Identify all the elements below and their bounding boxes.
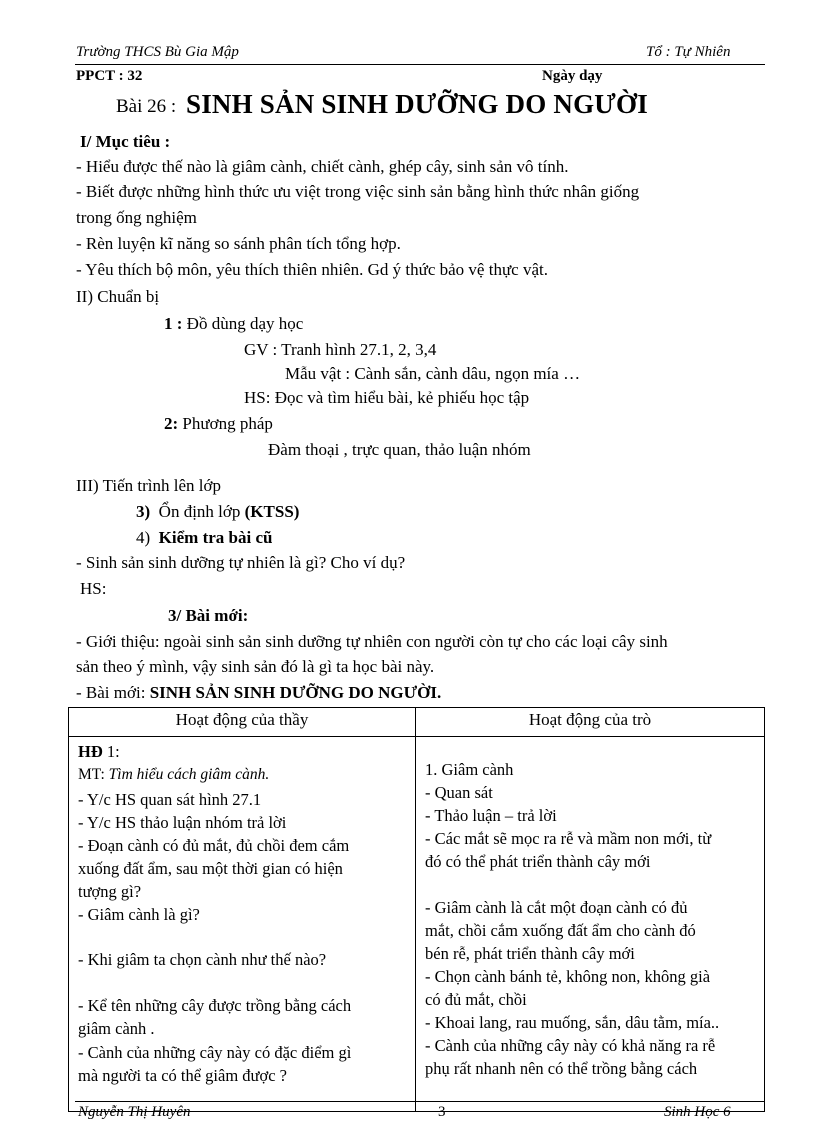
header-school: Trường THCS Bù Gia Mập	[76, 44, 239, 60]
student-line-7: mắt, chồi cắm xuống đất ẩm cho cành đó	[425, 921, 696, 940]
header-rule	[75, 64, 765, 65]
section-objectives-heading: I/ Mục tiêu :	[80, 132, 171, 151]
student-line-6: - Giâm cành là cắt một đoạn cành có đủ	[425, 898, 688, 917]
footer-author: Nguyễn Thị Huyên	[78, 1104, 191, 1120]
teacher-line-4: xuống đất ẩm, sau một thời gian có hiện	[78, 859, 343, 878]
objective-line-5: - Yêu thích bộ môn, yêu thích thiên nhiên. Gd ý thức bảo vệ thực vật.	[76, 260, 548, 279]
prep-method: Đàm thoại , trực quan, thảo luận nhóm	[268, 440, 531, 459]
student-line-9: - Chọn cành bánh tẻ, không non, không già	[425, 967, 711, 986]
new-lesson-title: - Bài mới: SINH SẢN SINH DƯỠNG DO NGƯỜI.	[76, 683, 442, 702]
process-step-3: 3) Ổn định lớp (KTSS)	[136, 502, 300, 521]
objective-line-4: - Rèn luyện kĩ năng so sánh phân tích tổng hợp.	[76, 234, 401, 253]
student-line-8: bén rễ, phát triển thành cây mới	[425, 944, 635, 963]
student-line-12: - Cành của những cây này có khả năng ra rễ	[425, 1036, 716, 1055]
prep-gv: GV : Tranh hình 27.1, 2, 3,4	[244, 340, 437, 359]
teacher-line-11: mà người ta có thể giâm được ?	[78, 1066, 287, 1085]
col-header-teacher: Hoạt động của thầy	[69, 708, 416, 737]
teacher-line-6: - Giâm cành là gì?	[78, 905, 200, 924]
student-line-1: 1. Giâm cành	[425, 760, 514, 779]
teacher-line-2: - Y/c HS thảo luận nhóm trả lời	[78, 813, 287, 832]
review-question: - Sinh sản sinh dưỡng tự nhiên là gì? Cho ví dụ?	[76, 553, 406, 572]
activity-table	[68, 707, 765, 1112]
student-line-13: phụ rất nhanh nên có thể trồng bằng cách	[425, 1059, 698, 1078]
footer-rule	[75, 1101, 765, 1102]
student-line-2: - Quan sát	[425, 783, 493, 802]
prep-sub-1: 1 : Đồ dùng dạy học	[164, 314, 304, 333]
section-preparation-heading: II) Chuẩn bị	[76, 287, 160, 306]
student-line-3: - Thảo luận – trả lời	[425, 806, 557, 825]
objective-line-2: - Biết được những hình thức ưu việt trong việc sinh sản bằng hình thức nhân giống	[76, 182, 640, 201]
teacher-cell	[70, 738, 414, 1110]
lesson-title: SINH SẢN SINH DƯỠNG DO NGƯỜI	[186, 89, 648, 119]
col-header-student: Hoạt động của trò	[416, 708, 765, 737]
teacher-hd: HĐ 1:	[78, 742, 120, 761]
teacher-line-3: - Đoạn cành có đủ mắt, đủ chồi đem cắm	[78, 836, 350, 855]
teacher-line-9: giâm cành .	[78, 1019, 155, 1038]
footer-subject: Sinh Học 6	[664, 1104, 731, 1120]
student-line-11: - Khoai lang, rau muống, sắn, dâu tằm, mía..	[425, 1013, 720, 1032]
date-label: Ngày dạy	[542, 68, 603, 84]
student-line-10: có đủ mắt, chồi	[425, 990, 527, 1009]
review-hs: HS:	[80, 579, 107, 598]
objective-line-3: trong ống nghiệm	[76, 208, 197, 227]
footer-page-number: 3	[438, 1104, 446, 1120]
prep-mau-vat: Mẫu vật : Cành sắn, cành dâu, ngọn mía …	[285, 364, 581, 383]
student-line-4: - Các mắt sẽ mọc ra rễ và mầm non mới, từ	[425, 829, 712, 848]
intro-line-2: sản theo ý mình, vậy sinh sản đó là gì ta học bài này.	[76, 657, 435, 676]
new-lesson-heading: 3/ Bài mới:	[168, 606, 249, 625]
teacher-line-7: - Khi giâm ta chọn cành như thế nào?	[78, 950, 327, 969]
teacher-mt: MT: Tìm hiểu cách giâm cành.	[78, 766, 270, 783]
lesson-number: Bài 26 :	[116, 96, 177, 117]
teacher-line-1: - Y/c HS quan sát hình 27.1	[78, 790, 262, 809]
teacher-line-10: - Cành của những cây này có đặc điểm gì	[78, 1043, 352, 1062]
objective-line-1: - Hiểu được thế nào là giâm cành, chiết cành, ghép cây, sinh sản vô tính.	[76, 157, 569, 176]
section-process-heading: III) Tiến trình lên lớp	[76, 476, 221, 495]
intro-line-1: - Giới thiệu: ngoài sinh sản sinh dưỡng tự nhiên con người còn tự cho các loại cây sinh	[76, 632, 668, 651]
student-line-5: đó có thể phát triển thành cây mới	[425, 852, 651, 871]
process-step-4: 4) Kiểm tra bài cũ	[136, 528, 273, 547]
prep-sub-2: 2: Phương pháp	[164, 414, 273, 433]
teacher-line-8: - Kể tên những cây được trồng bằng cách	[78, 996, 352, 1015]
teacher-line-5: tượng gì?	[78, 882, 142, 901]
prep-hs: HS: Đọc và tìm hiểu bài, kẻ phiếu học tập	[244, 388, 530, 407]
header-department: Tổ : Tự Nhiên	[646, 44, 731, 60]
ppct-label: PPCT : 32	[76, 68, 143, 84]
student-cell	[417, 738, 763, 1110]
